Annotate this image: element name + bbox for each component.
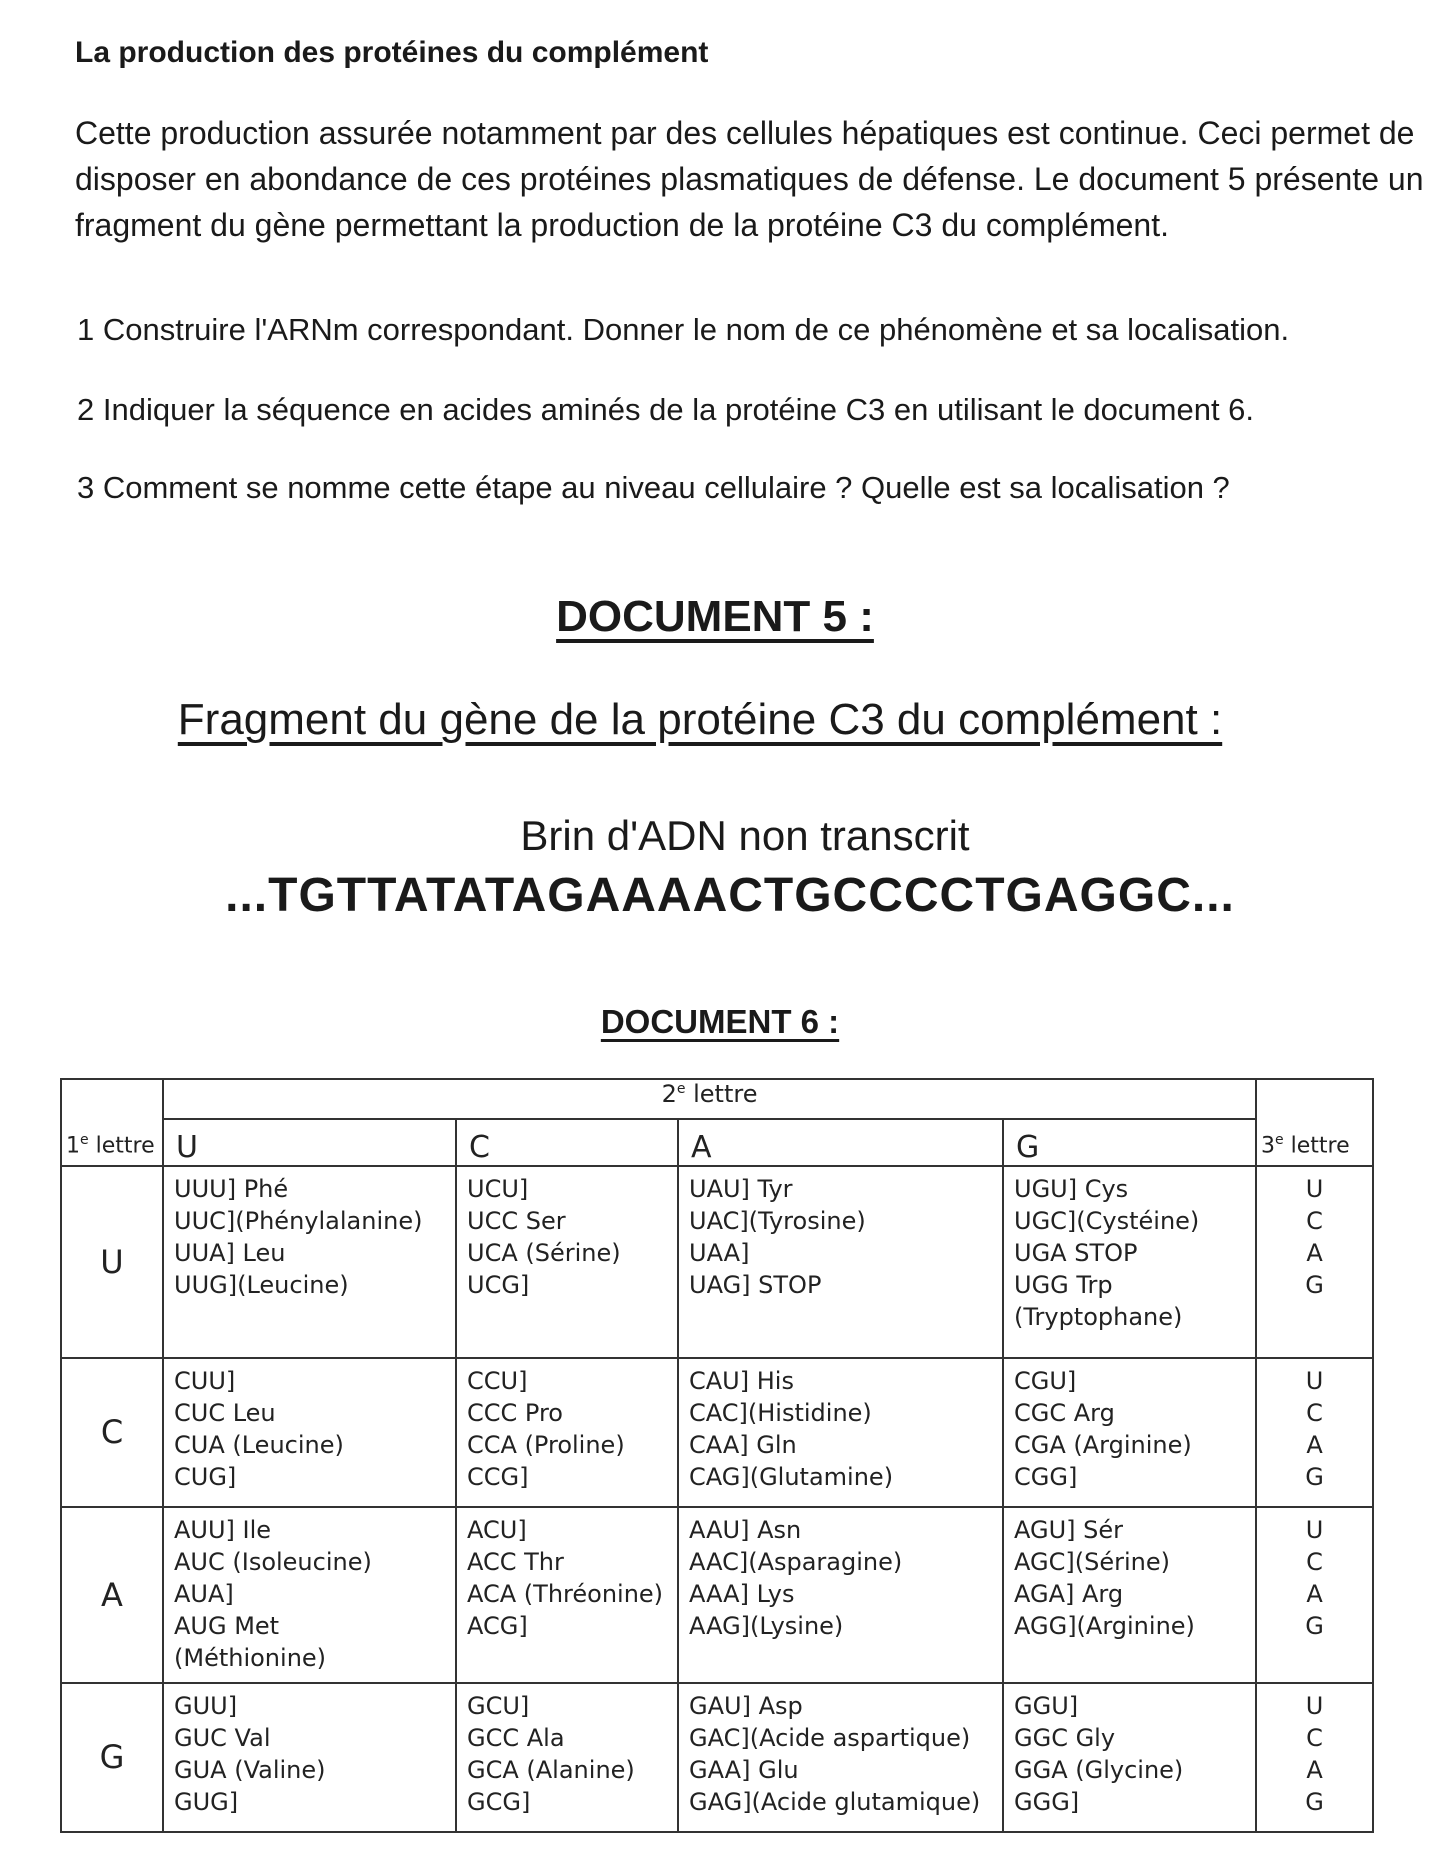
third-letter: G bbox=[1305, 1270, 1324, 1299]
codon-line: GUG] bbox=[174, 1787, 239, 1816]
question-3: 3 Comment se nomme cette étape au niveau cellulaire ? Quelle est sa localisation ? bbox=[77, 470, 1230, 505]
third-letter: G bbox=[1305, 1611, 1324, 1640]
codon-line: AAG](Lysine) bbox=[689, 1611, 844, 1640]
third-letter-label: 3e lettre bbox=[1256, 1079, 1373, 1166]
third-letter: A bbox=[1306, 1238, 1323, 1267]
codon-row-u bbox=[61, 1166, 1373, 1358]
third-letter: C bbox=[1306, 1723, 1323, 1752]
codon-line: AUU] Ile bbox=[174, 1515, 272, 1544]
codon-line: UUU] Phé bbox=[174, 1174, 289, 1203]
codon-line: GCA (Alanine) bbox=[467, 1755, 635, 1784]
codon-line: AGC](Sérine) bbox=[1014, 1547, 1170, 1576]
codon-cell-gc bbox=[456, 1683, 678, 1832]
codon-cell-cc bbox=[456, 1358, 678, 1507]
intro-paragraph: Cette production assurée notamment par des cellules hépatiques est continue. Ceci permet de disposer en abondance de ces protéines plasmatiques de défense. Le document 5 présente un fragment du gène permettant la production de la protéine C3 du complément. bbox=[75, 115, 1424, 243]
second-letter-label: 2e lettre bbox=[163, 1079, 1256, 1119]
third-letter: C bbox=[1306, 1398, 1323, 1427]
codon-line: CGU] bbox=[1014, 1366, 1077, 1395]
third-letters-g bbox=[1256, 1683, 1373, 1832]
codon-line: GAG](Acide glutamique) bbox=[689, 1787, 981, 1816]
codon-row-a bbox=[61, 1507, 1373, 1683]
codon-line: AGA] Arg bbox=[1014, 1579, 1124, 1608]
first-letter-label: 1e lettre bbox=[61, 1079, 163, 1166]
third-letter: A bbox=[1306, 1755, 1323, 1784]
codon-line: UCG] bbox=[467, 1270, 530, 1299]
codon-row-c bbox=[61, 1358, 1373, 1507]
codon-line: CGG] bbox=[1014, 1462, 1078, 1491]
question-2: 2 Indiquer la séquence en acides aminés de la protéine C3 en utilisant le document 6. bbox=[77, 392, 1255, 427]
third-letter: G bbox=[1305, 1462, 1324, 1491]
codon-line: GGA (Glycine) bbox=[1014, 1755, 1184, 1784]
codon-line: AUA] bbox=[174, 1579, 234, 1608]
codon-line: CUU] bbox=[174, 1366, 236, 1395]
codon-line: UCU] bbox=[467, 1174, 529, 1203]
third-letter: U bbox=[1305, 1174, 1324, 1203]
third-letter: A bbox=[1306, 1430, 1323, 1459]
codon-cell-ca bbox=[678, 1358, 1003, 1507]
third-letter: C bbox=[1306, 1547, 1323, 1576]
codon-line: ACU] bbox=[467, 1515, 527, 1544]
codon-cell-ua bbox=[678, 1166, 1003, 1358]
column-header-a: A bbox=[678, 1119, 1003, 1165]
codon-line: UGA STOP bbox=[1014, 1238, 1138, 1267]
codon-line: CCG] bbox=[467, 1462, 529, 1491]
codon-cell-ga bbox=[678, 1683, 1003, 1832]
codon-cell-aa bbox=[678, 1507, 1003, 1683]
codon-line: UGG Trp bbox=[1014, 1270, 1113, 1299]
codon-cell-ac bbox=[456, 1507, 678, 1683]
codon-line: CUC Leu bbox=[174, 1398, 276, 1427]
first-letter-a: A bbox=[61, 1507, 163, 1683]
codon-line: UCA (Sérine) bbox=[467, 1238, 621, 1267]
codon-line: AAA] Lys bbox=[689, 1579, 795, 1608]
column-header-u: U bbox=[163, 1119, 456, 1165]
codon-line: AGG](Arginine) bbox=[1014, 1611, 1195, 1640]
codon-line: CUA (Leucine) bbox=[174, 1430, 344, 1459]
strand-label: Brin d'ADN non transcrit bbox=[520, 812, 970, 859]
codon-line: CAA] Gln bbox=[689, 1430, 797, 1459]
codon-cell-au bbox=[163, 1507, 456, 1683]
codon-line: ACC Thr bbox=[467, 1547, 564, 1576]
codon-cell-gu bbox=[163, 1683, 456, 1832]
codon-line: AAU] Asn bbox=[689, 1515, 802, 1544]
codon-line: GUC Val bbox=[174, 1723, 271, 1752]
codon-line: CUG] bbox=[174, 1462, 237, 1491]
codon-line: CCC Pro bbox=[467, 1398, 563, 1427]
first-letter-c: C bbox=[61, 1358, 163, 1507]
question-1: 1 Construire l'ARNm correspondant. Donner le nom de ce phénomène et sa localisation. bbox=[77, 312, 1290, 347]
first-letter-g: G bbox=[61, 1683, 163, 1832]
third-letters-c bbox=[1256, 1358, 1373, 1507]
genetic-code-table bbox=[60, 1078, 1374, 1833]
codon-line: AUC (Isoleucine) bbox=[174, 1547, 372, 1576]
codon-row-g bbox=[61, 1683, 1373, 1832]
codon-line: GGC Gly bbox=[1014, 1723, 1116, 1752]
codon-line: ACG] bbox=[467, 1611, 528, 1640]
codon-cell-ag bbox=[1003, 1507, 1256, 1683]
document6-heading: DOCUMENT 6 : bbox=[600, 1003, 840, 1040]
codon-cell-cu bbox=[163, 1358, 456, 1507]
codon-line: CAG](Glutamine) bbox=[689, 1462, 894, 1491]
codon-line: UAG] STOP bbox=[689, 1270, 822, 1299]
codon-line: CCA (Proline) bbox=[467, 1430, 625, 1459]
codon-line: GUA (Valine) bbox=[174, 1755, 326, 1784]
codon-line: CAC](Histidine) bbox=[689, 1398, 872, 1427]
third-letter: U bbox=[1305, 1691, 1324, 1720]
codon-line: UUA] Leu bbox=[174, 1238, 286, 1267]
codon-line: AUG Met bbox=[174, 1611, 280, 1640]
codon-line: CGC Arg bbox=[1014, 1398, 1115, 1427]
third-letters-a bbox=[1256, 1507, 1373, 1683]
codon-line: UAA] bbox=[689, 1238, 750, 1267]
codon-line: GGG] bbox=[1014, 1787, 1080, 1816]
codon-line: (Méthionine) bbox=[174, 1643, 327, 1672]
codon-line: CCU] bbox=[467, 1366, 528, 1395]
codon-line: GUU] bbox=[174, 1691, 238, 1720]
column-header-g: G bbox=[1003, 1119, 1256, 1165]
codon-line: UUG](Leucine) bbox=[174, 1270, 349, 1299]
codon-line: GCC Ala bbox=[467, 1723, 565, 1752]
codon-line: GAU] Asp bbox=[689, 1691, 803, 1720]
dna-sequence: ...TGTTATATAGAAAACTGCCCCTGAGGC... bbox=[225, 869, 1235, 922]
third-letter: A bbox=[1306, 1579, 1323, 1608]
third-letter: U bbox=[1305, 1366, 1324, 1395]
third-letter: C bbox=[1306, 1206, 1323, 1235]
codon-line: UGC](Cystéine) bbox=[1014, 1206, 1200, 1235]
page-title: La production des protéines du complément bbox=[75, 36, 709, 69]
document5-heading: DOCUMENT 5 : bbox=[556, 592, 874, 641]
codon-line: AAC](Asparagine) bbox=[689, 1547, 903, 1576]
codon-line: UAU] Tyr bbox=[689, 1174, 793, 1203]
third-letter: U bbox=[1305, 1515, 1324, 1544]
codon-line: UAC](Tyrosine) bbox=[689, 1206, 866, 1235]
codon-line: ACA (Thréonine) bbox=[467, 1579, 664, 1608]
codon-cell-cg bbox=[1003, 1358, 1256, 1507]
codon-line: UCC Ser bbox=[467, 1206, 566, 1235]
codon-cell-ug bbox=[1003, 1166, 1256, 1358]
codon-line: GCG] bbox=[467, 1787, 531, 1816]
document5-subtitle: Fragment du gène de la protéine C3 du complément : bbox=[177, 695, 1223, 744]
codon-cell-uc bbox=[456, 1166, 678, 1358]
codon-line: GGU] bbox=[1014, 1691, 1079, 1720]
codon-cell-uu bbox=[163, 1166, 456, 1358]
codon-line: GAC](Acide aspartique) bbox=[689, 1723, 971, 1752]
column-header-c: C bbox=[456, 1119, 678, 1165]
third-letter: G bbox=[1305, 1787, 1324, 1816]
codon-line: GAA] Glu bbox=[689, 1755, 799, 1784]
codon-line: CGA (Arginine) bbox=[1014, 1430, 1192, 1459]
codon-line: UGU] Cys bbox=[1014, 1174, 1129, 1203]
first-letter-u: U bbox=[61, 1166, 163, 1358]
codon-line: AGU] Sér bbox=[1014, 1515, 1124, 1544]
codon-line: GCU] bbox=[467, 1691, 530, 1720]
codon-line: (Tryptophane) bbox=[1014, 1302, 1183, 1331]
codon-line: UUC](Phénylalanine) bbox=[174, 1206, 423, 1235]
third-letters-u bbox=[1256, 1166, 1373, 1358]
codon-line: CAU] His bbox=[689, 1366, 794, 1395]
codon-cell-gg bbox=[1003, 1683, 1256, 1832]
